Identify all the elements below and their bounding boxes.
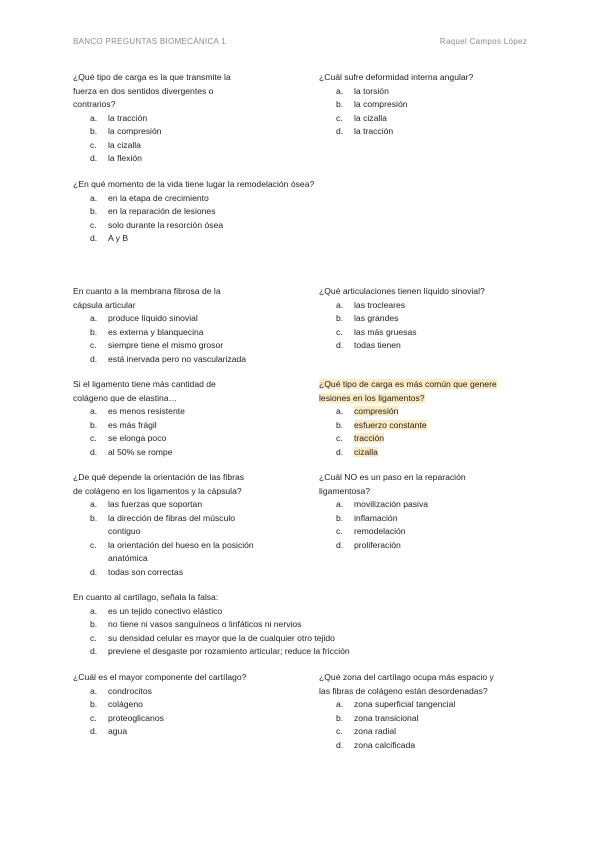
option-c: remodelación: [354, 526, 406, 536]
option-c: siempre tiene el mismo grosor: [108, 340, 224, 350]
option-d: zona calcificada: [354, 739, 416, 750]
header-title: BANCO PREGUNTAS BIOMECÁNICA 1: [73, 37, 227, 46]
question-stem: ¿Qué tipo de carga es la que transmite la fuerza en dos sentidos divergentes o contrarios?: [73, 72, 231, 109]
option-d: todas tienen: [354, 340, 401, 350]
question-stem: Si el ligamento tiene más cantidad de colágeno que de elastina…: [73, 379, 216, 403]
question-9: [319, 471, 534, 552]
question-8: [73, 471, 308, 579]
question-4: [73, 285, 308, 366]
option-a: es menos resistente: [108, 406, 185, 416]
question-6: [73, 378, 308, 459]
option-b: en la reparación de lesiones: [108, 206, 216, 216]
option-a: es un tejido conectivo elástico: [108, 605, 223, 616]
question-1: [73, 71, 308, 166]
option-c: la orientación del hueso en la posición anatómica: [108, 539, 254, 563]
question-7-highlighted: [319, 378, 534, 459]
option-d: la flexión: [108, 153, 142, 163]
question-12: [319, 671, 539, 752]
question-2: [319, 71, 534, 139]
option-c: zona radial: [354, 726, 397, 736]
option-a: la torsión: [354, 85, 389, 96]
option-a: en la etapa de crecimiento: [108, 192, 209, 203]
option-a: produce líquido sinovial: [108, 313, 198, 323]
question-5: [319, 285, 534, 353]
option-b: zona transicional: [354, 712, 419, 723]
option-d: está inervada pero no vascularizada: [108, 353, 247, 364]
question-stem: En cuanto al cartílago, señala la falsa:: [73, 592, 219, 602]
option-b: no tiene ni vasos sanguíneos o linfáticos ni nervios: [108, 619, 302, 629]
option-b: las grandes: [354, 313, 399, 323]
option-d: proliferación: [354, 539, 401, 550]
question-stem: ¿Qué articulaciones tienen líquido sinovial?: [319, 286, 485, 296]
option-b: la compresión: [108, 126, 162, 136]
question-stem: ¿Cuál NO es un paso en la reparación ligamentosa?: [319, 472, 466, 496]
question-stem: ¿De qué depende la orientación de las fibras de colágeno en los ligamentos y la cápsula?: [73, 472, 245, 496]
question-stem: ¿Qué tipo de carga es más común que genere lesiones en los ligamentos?: [319, 379, 497, 403]
question-stem: ¿Cuál sufre deformidad interna angular?: [319, 72, 474, 82]
question-10: [73, 591, 533, 659]
option-d: la tracción: [354, 126, 394, 136]
option-d: agua: [108, 726, 128, 736]
question-stem: En cuanto a la membrana fibrosa de la cápsula articular: [73, 286, 221, 310]
header-author: Raquel Campos López: [439, 37, 527, 46]
option-a: condrocitos: [108, 685, 152, 696]
option-d: todas son correctas: [108, 566, 183, 577]
option-c: tracción: [354, 433, 385, 443]
question-11: [73, 671, 308, 739]
option-b: colágeno: [108, 699, 143, 709]
question-3: [73, 178, 533, 246]
option-b: inflamación: [354, 512, 398, 523]
option-b: esfuerzo constante: [354, 419, 427, 430]
option-a: zona superficial tangencial: [354, 699, 456, 709]
option-b: la dirección de fibras del músculo contiguo: [108, 512, 236, 536]
question-stem: ¿En qué momento de la vida tiene lugar la remodelación ósea?: [73, 179, 315, 189]
option-c: las más gruesas: [354, 326, 417, 337]
question-stem: ¿Cuál es el mayor componente del cartílago?: [73, 672, 247, 682]
question-stem: ¿Qué zona del cartílago ocupa más espacio y las fibras de colágeno están desordenadas?: [319, 672, 494, 696]
option-c: la cizalla: [354, 112, 387, 123]
option-a: las trocleares: [354, 299, 406, 310]
option-b: la compresión: [354, 99, 408, 109]
option-d: al 50% se rompe: [108, 446, 173, 457]
option-c: proteoglicanos: [108, 712, 164, 723]
option-c: solo durante la resorción ósea: [108, 219, 224, 230]
option-c: su densidad celular es mayor que la de cualquier otro tejido: [108, 632, 335, 643]
option-a: las fuerzas que soportan: [108, 499, 203, 509]
option-d: A y B: [108, 233, 129, 243]
option-b: es externa y blanquecina: [108, 326, 204, 337]
option-c: se elonga poco: [108, 433, 167, 443]
option-b: es más frágil: [108, 419, 157, 430]
option-d: previene el desgaste por rozamiento articular; reduce la fricción: [108, 646, 350, 656]
option-a: movilización pasiva: [354, 499, 429, 509]
option-a: la tracción: [108, 112, 148, 123]
option-d: cizalla: [354, 446, 378, 457]
option-c: la cizalla: [108, 139, 141, 150]
option-a: compresión: [354, 406, 399, 416]
